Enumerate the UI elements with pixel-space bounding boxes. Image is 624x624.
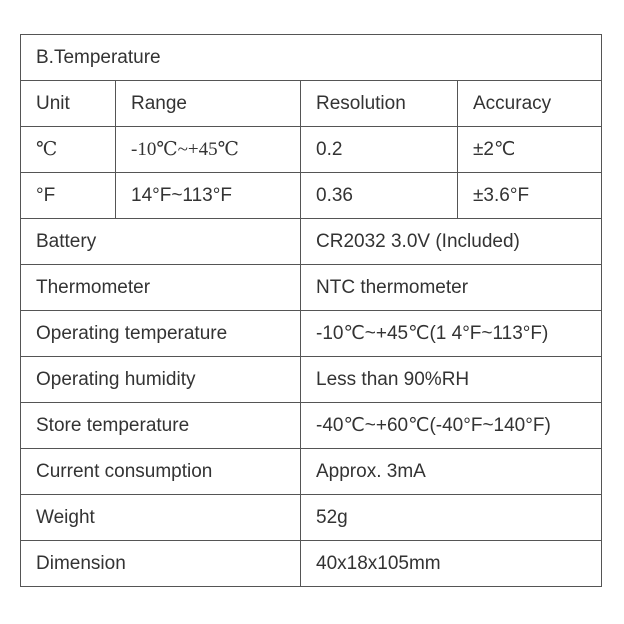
header-range: Range [116, 81, 301, 127]
spec-row-current-consumption [21, 449, 602, 495]
spec-row-battery [21, 219, 602, 265]
spec-value: 40x18x105mm [301, 541, 602, 587]
spec-label: Store temperature [21, 403, 301, 449]
spec-row-operating-humidity [21, 357, 602, 403]
header-resolution: Resolution [301, 81, 458, 127]
section-title-row [21, 35, 602, 81]
spec-label: Operating temperature [21, 311, 301, 357]
spec-value: Less than 90%RH [301, 357, 602, 403]
spec-value: CR2032 3.0V (Included) [301, 219, 602, 265]
range-cell [116, 127, 301, 173]
spec-label: Thermometer [21, 265, 301, 311]
spec-label: Operating humidity [21, 357, 301, 403]
spec-row-store-temperature [21, 403, 602, 449]
spec-label: Battery [21, 219, 301, 265]
spec-value: NTC thermometer [301, 265, 602, 311]
unit-cell: ℃ [21, 127, 116, 173]
temperature-header-row [21, 81, 602, 127]
accuracy-cell: ±2℃ [458, 127, 602, 173]
temperature-row-fahrenheit [21, 173, 602, 219]
unit-cell: °F [21, 173, 116, 219]
spec-row-dimension [21, 541, 602, 587]
spec-row-operating-temperature [21, 311, 602, 357]
spec-label: Current consumption [21, 449, 301, 495]
specification-table [20, 34, 602, 587]
spec-row-thermometer [21, 265, 602, 311]
header-unit: Unit [21, 81, 116, 127]
spec-label: Weight [21, 495, 301, 541]
spec-row-weight [21, 495, 602, 541]
range-cell: 14°F~113°F [116, 173, 301, 219]
spec-label: Dimension [21, 541, 301, 587]
spec-value: -10℃~+45℃(1 4°F~113°F) [301, 311, 602, 357]
spec-value: -40℃~+60℃(-40°F~140°F) [301, 403, 602, 449]
spec-value: Approx. 3mA [301, 449, 602, 495]
header-accuracy: Accuracy [458, 81, 602, 127]
section-title: B.Temperature [21, 35, 602, 81]
temperature-row-celsius [21, 127, 602, 173]
range-value: -10℃~+45℃ [131, 139, 239, 160]
spec-value: 52g [301, 495, 602, 541]
accuracy-cell: ±3.6°F [458, 173, 602, 219]
resolution-cell: 0.36 [301, 173, 458, 219]
resolution-cell: 0.2 [301, 127, 458, 173]
